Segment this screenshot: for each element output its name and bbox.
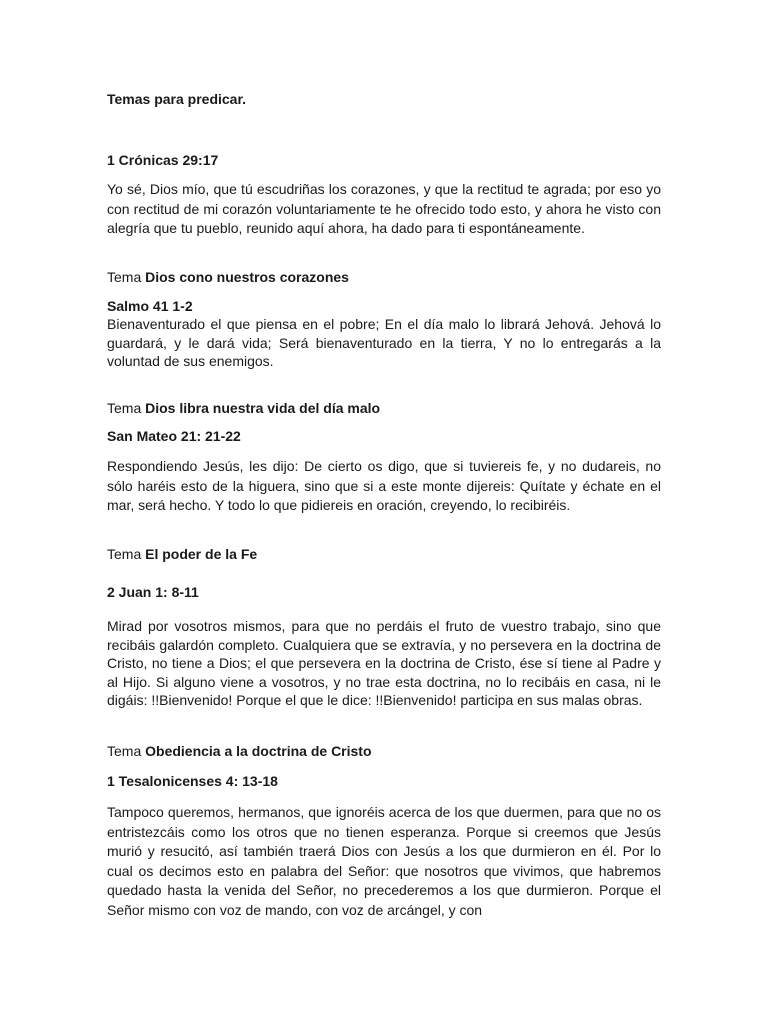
verse-text: Mirad por vosotros mismos, para que no perdáis el fruto de vuestro trabajo, sino que recibáis galardón completo. Cualquiera que se extravía, y no persevera en la doctrina de Cristo, no tiene a Dios; el que persevera en la doctrina de Cristo, ése sí tiene al Padre y al Hijo. Si alguno viene a vosotros, y no trae esta doctrina, no lo recibáis en casa, ni le digáis: !!Bienvenido! Porque el que le dice: !!Bienvenido! participa en sus malas obras.: [107, 618, 661, 708]
verse-reference: 1 Tesalonicenses 4: 13-18: [107, 773, 278, 789]
tema-line: [107, 544, 661, 564]
tema-title: Dios libra nuestra vida del día malo: [145, 400, 381, 416]
tema-title: Dios cono nuestros corazones: [145, 269, 349, 285]
verse-text: Respondiendo Jesús, les dijo: De cierto os digo, que si tuviereis fe, y no dudareis, no sólo haréis esto de la higuera, sino que si a este monte dijereis: Quítate y échate en el mar, será hecho. Y todo lo que pidiereis en oración, creyendo, lo recibiréis.: [107, 458, 661, 513]
tema-title: Obediencia a la doctrina de Cristo: [145, 743, 372, 759]
tema-line: [107, 741, 661, 761]
tema-line: [107, 267, 661, 287]
verse-reference: 1 Crónicas 29:17: [107, 152, 219, 168]
tema-prefix: Tema: [107, 269, 142, 285]
verse-text: Bienaventurado el que piensa en el pobre; En el día malo lo librará Jehová. Jehová lo guardará, y le dará vida; Será bienaventurado en la tierra, Y no lo entregarás a la voluntad de sus enemigos.: [107, 316, 661, 369]
verse-reference: San Mateo 21: 21-22: [107, 428, 241, 444]
tema-prefix: Tema: [107, 743, 142, 759]
tema-prefix: Tema: [107, 400, 142, 416]
verse-reference: Salmo 41 1-2: [107, 298, 193, 314]
verse-text: Tampoco queremos, hermanos, que ignoréis acerca de los que duermen, para que no os entristezcáis como los otros que no tienen esperanza. Porque si creemos que Jesús murió y resucitó, así también traerá Dios con Jesús a los que durmieron en él. Por lo cual os decimos esto en palabra del Señor: que nosotros que vivimos, que habremos quedado hasta la venida del Señor, no precederemos a los que durmieron. Porque el Señor mismo con voz de mando, con voz de arcángel, y con: [107, 804, 661, 918]
verse-text: Yo sé, Dios mío, que tú escudriñas los corazones, y que la rectitud te agrada; por eso yo con rectitud de mi corazón voluntariamente te he ofrecido todo esto, y ahora he visto con alegría que tu pueblo, reunido aquí ahora, ha dado para ti espontáneamente.: [107, 181, 661, 236]
tema-prefix: Tema: [107, 546, 142, 562]
verse-reference: 2 Juan 1: 8-11: [107, 584, 199, 600]
document-title: Temas para predicar.: [107, 91, 247, 107]
tema-line: [107, 398, 661, 418]
tema-title: El poder de la Fe: [145, 546, 258, 562]
